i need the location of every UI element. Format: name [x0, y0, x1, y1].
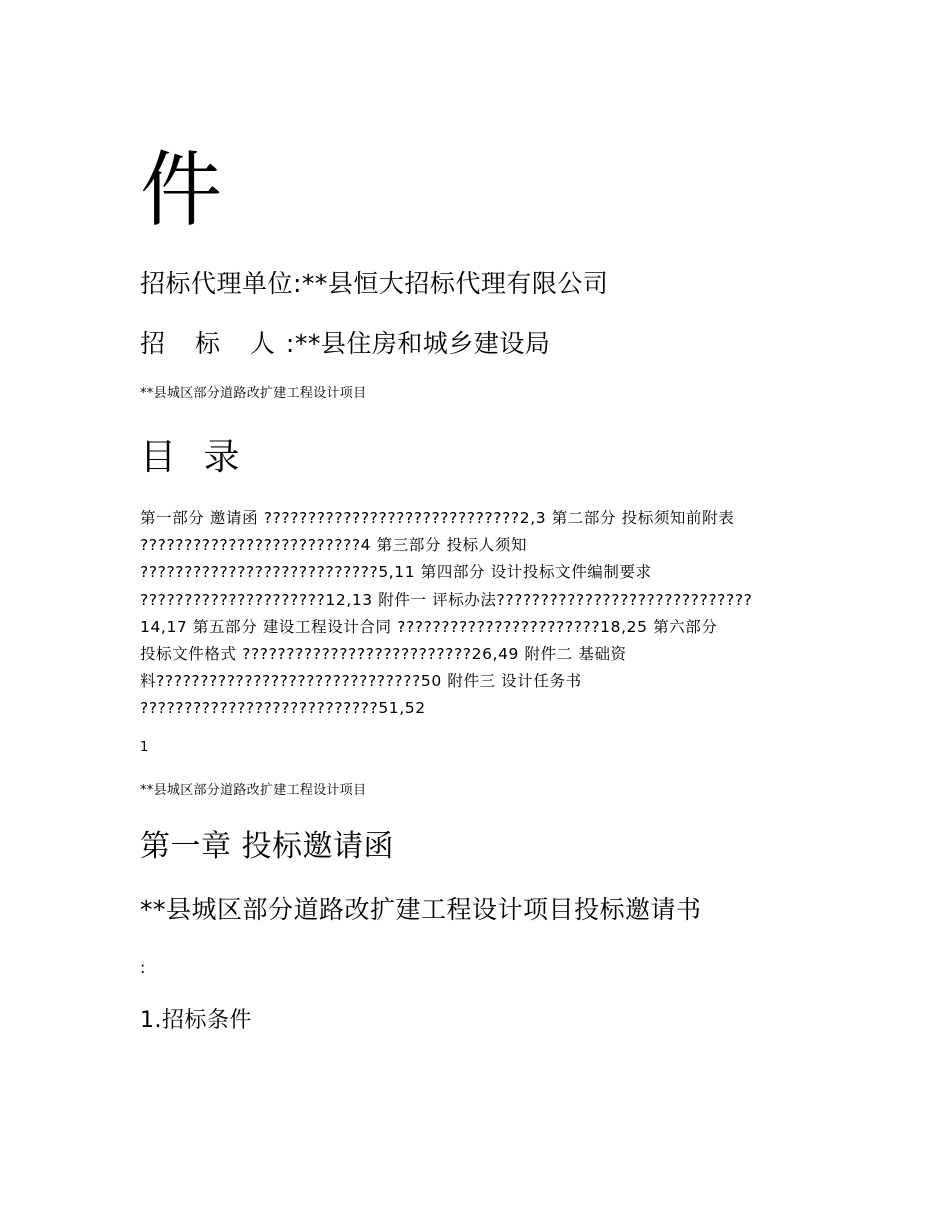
toc-line: 14,17 第五部分 建设工程设计合同 ???????????????????????18,25 第六部分: [140, 617, 718, 636]
chapter-title: 第一章 投标邀请函: [140, 829, 395, 864]
toc-title: 目 录: [140, 437, 248, 478]
toc-line: ???????????????????????????5,11 第四部分 设计投标文件编制要求: [140, 563, 652, 582]
page-number: 1: [140, 740, 149, 755]
running-header: **县城区部分道路改扩建工程设计项目: [140, 783, 367, 798]
toc-line: 料??????????????????????????????50 附件三 设计任务书: [140, 672, 582, 691]
toc-line: 第一部分 邀请函 ?????????????????????????????2,3 第二部分 投标须知前附表: [140, 509, 735, 527]
tenderer-value: :**县住房和城乡建设局: [285, 329, 551, 358]
running-header: **县城区部分道路改扩建工程设计项目: [140, 386, 367, 401]
toc-line: ?????????????????????????4 第三部分 投标人须知: [140, 536, 528, 555]
cover-title-fragment: 件: [140, 143, 223, 238]
toc-line: 投标文件格式 ??????????????????????????26,49 附件二 基础资: [140, 645, 627, 664]
toc-line: ???????????????????????????51,52: [140, 699, 426, 718]
toc-line: ?????????????????????12,13 附件一 评标办法?????????????????????????????: [140, 590, 753, 609]
table-of-contents: [140, 505, 830, 723]
tender-agency-line: 招标代理单位:**县恒大招标代理有限公司: [140, 269, 609, 298]
section-heading: 1.招标条件: [140, 1008, 252, 1033]
invitation-letter-title: **县城区部分道路改扩建工程设计项目投标邀请书: [140, 895, 702, 924]
salutation-colon: :: [140, 958, 146, 977]
tenderer-label: 招 标 人: [140, 329, 286, 358]
tenderer-line: [140, 331, 550, 356]
